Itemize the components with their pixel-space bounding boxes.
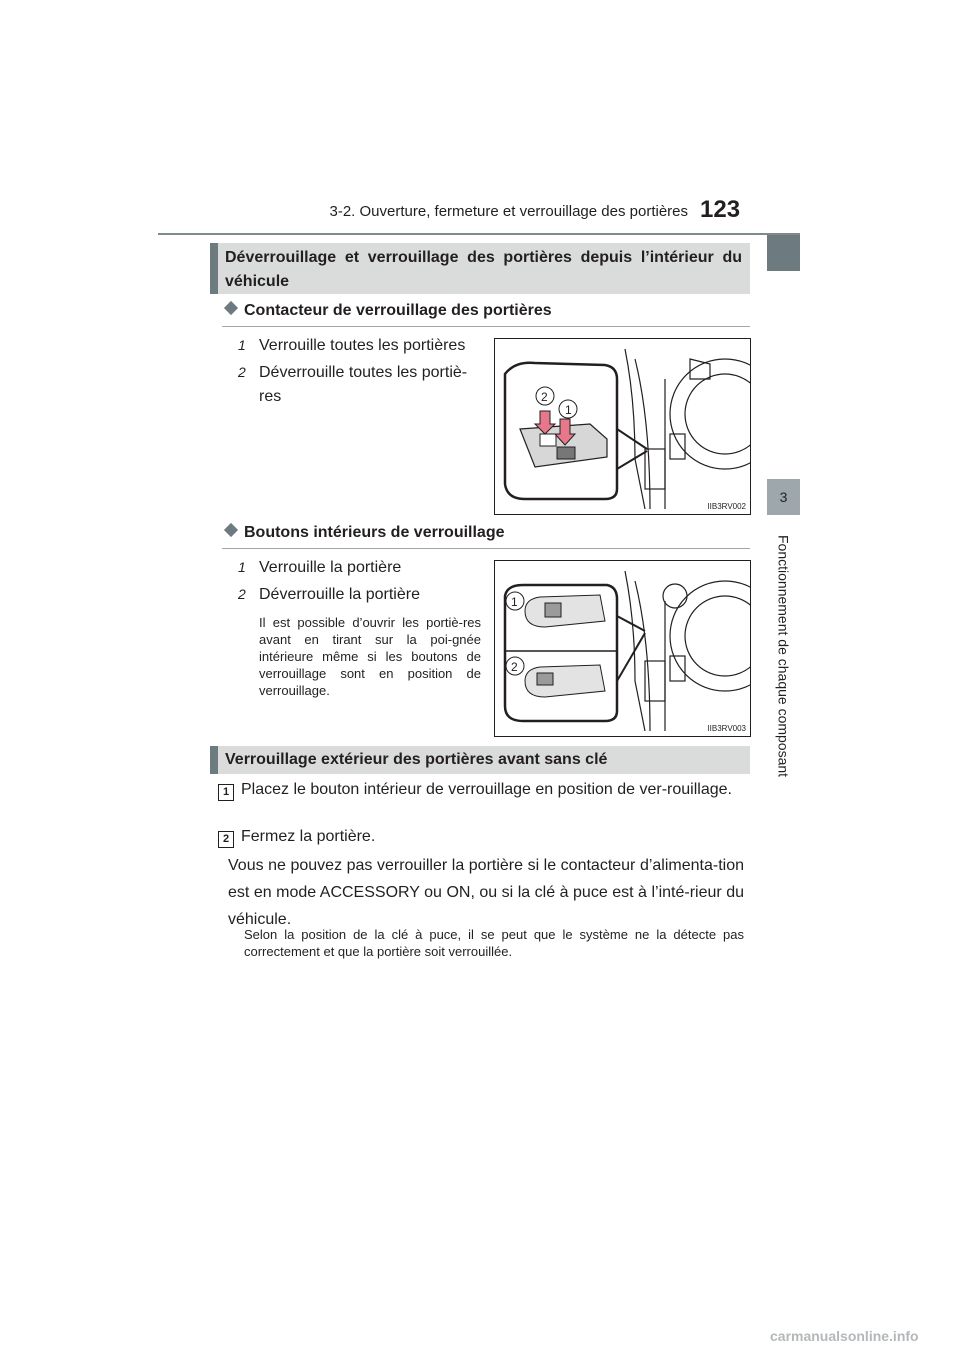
diamond-bullet-icon	[224, 523, 238, 537]
section-heading-interior	[210, 243, 750, 294]
side-tab-number: 3	[767, 479, 800, 515]
item-text: Déverrouille la portière	[259, 586, 420, 603]
section-heading-text: Déverrouillage et verrouillage des portières depuis l’intérieur du véhicule	[225, 249, 742, 290]
note-text: Il est possible d’ouvrir les portiè-res avant en tirant sur la poi-gnée intérieure même si les boutons de verrouillage sont en position de verrouillage.	[259, 615, 481, 698]
step-text: Fermez la portière.	[241, 828, 376, 845]
item-number: 1	[238, 559, 246, 575]
step-number: 2	[218, 831, 234, 848]
page-number: 123	[700, 196, 741, 223]
subheading-text: Boutons intérieurs de verrouillage	[244, 524, 505, 541]
item-number: 2	[238, 586, 246, 602]
section-heading-bar	[210, 243, 218, 294]
note-text: Selon la position de la clé à puce, il se peut que le système ne la détecte pas correctement et que la portière soit verrouillée.	[244, 927, 744, 959]
svg-text:1: 1	[511, 595, 518, 609]
step-text: Placez le bouton intérieur de verrouillage en position de ver-rouillage.	[241, 781, 732, 798]
side-tab-label	[767, 535, 800, 815]
figure-interior-lock-buttons	[494, 560, 751, 737]
item-text: Verrouille la portière	[259, 559, 402, 576]
watermark: carmanualsonline.info	[770, 1328, 919, 1344]
svg-text:2: 2	[541, 390, 548, 404]
item-number: 1	[238, 337, 246, 353]
chapter-title: 3-2. Ouverture, fermeture et verrouillage des portières	[329, 203, 688, 220]
header-rule	[158, 233, 800, 235]
subheading-text: Contacteur de verrouillage des portières	[244, 302, 552, 319]
body-paragraph: Vous ne pouvez pas verrouiller la portière si le contacteur d’alimenta-tion est en mode ACCESSORY ou ON, ou si la clé à puce est à l’inté-rieur du véhicule.	[228, 857, 744, 928]
side-tab-marker	[767, 235, 800, 271]
item-number: 2	[238, 364, 246, 380]
subheading-door-lock-switch	[222, 302, 750, 327]
svg-text:1: 1	[565, 403, 572, 417]
step-number: 1	[218, 784, 234, 801]
svg-text:2: 2	[511, 660, 518, 674]
section-heading-keyless	[210, 746, 750, 774]
side-tab-label-text: Fonctionnement de chaque composant	[775, 535, 792, 778]
figure-code: IIB3RV002	[707, 502, 746, 511]
figure-code: IIB3RV003	[707, 724, 746, 733]
door-lock-switch-illustration-icon	[495, 339, 750, 514]
subheading-interior-lock-buttons	[222, 524, 750, 549]
figure-door-lock-switch	[494, 338, 751, 515]
section-heading-bar	[210, 746, 218, 774]
diamond-bullet-icon	[224, 301, 238, 315]
section-heading-text: Verrouillage extérieur des portières avant sans clé	[225, 751, 608, 768]
interior-lock-buttons-illustration-icon	[495, 561, 750, 736]
item-text: Déverrouille toutes les portiè-res	[259, 364, 468, 405]
item-text: Verrouille toutes les portières	[259, 337, 466, 354]
